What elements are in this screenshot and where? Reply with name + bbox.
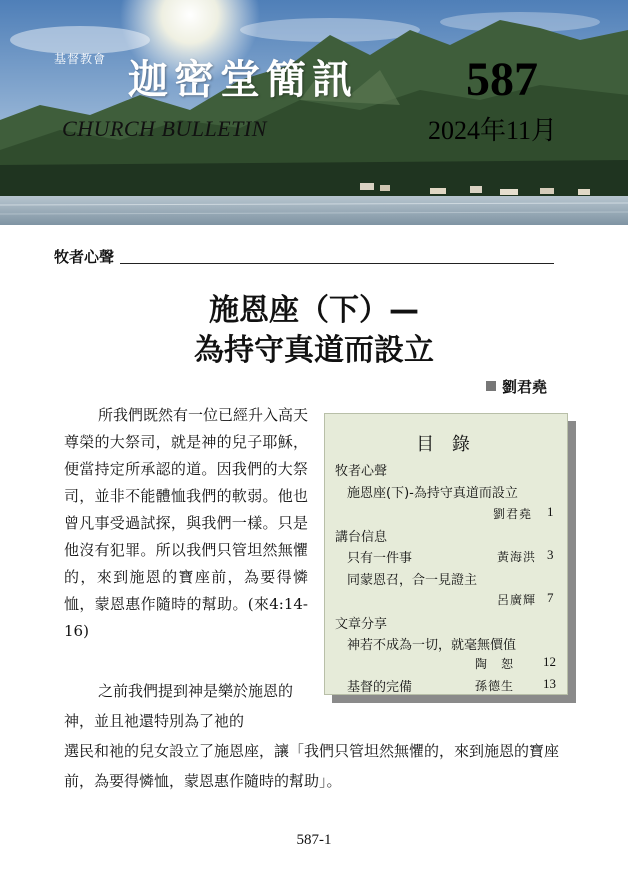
toc-entry-author: 劉君堯 <box>493 507 533 521</box>
bulletin-english-title: CHURCH BULLETIN <box>62 116 267 141</box>
toc-entry-page: 1 <box>547 504 554 519</box>
toc-entry-page: 12 <box>543 654 556 669</box>
toc-entry-page: 3 <box>547 547 554 562</box>
article-title-line-2: 為持守真道而設立 <box>194 333 434 368</box>
toc-entry-title[interactable]: 基督的完備 <box>347 680 413 695</box>
toc-entry-author: 黃海洪 <box>497 550 537 564</box>
toc-category: 文章分享 <box>335 617 388 632</box>
body-paragraph <box>64 676 312 736</box>
body-paragraph-text: 之前我們提到神是樂於施恩的神，並且祂還特別為了祂的 <box>64 682 294 730</box>
church-caption: 基督教會 <box>54 52 107 66</box>
bulletin-title: 迦密堂簡訊 <box>128 56 358 103</box>
scripture-text: 所我們既然有一位已經升入高天尊榮的大祭司，就是神的兒子耶穌，便當持定所承認的道。因我們的大祭司，並非不能體恤我們的軟弱。他也曾凡事受過試探，與我們一樣。只是他沒有犯罪。所以我們只管坦然無懼的，來到施恩的寶座前，為要得憐恤，蒙恩惠作隨時的幫助。(來4:14-16) <box>64 406 309 640</box>
table-of-contents <box>324 413 568 695</box>
toc-entry-author: 孫德生 <box>475 679 515 693</box>
toc-entry-title[interactable]: 只有一件事 <box>347 551 413 566</box>
scripture-quote <box>64 402 308 645</box>
author-name: 劉君堯 <box>502 378 548 396</box>
toc-entry-title[interactable]: 施恩座(下)-為持守真道而設立 <box>347 486 518 501</box>
body-paragraph-continued: 選民和祂的兒女設立了施恩座，讓「我們只管坦然無懼的，來到施恩的寶座前，為要得憐恤，蒙恩惠作隨時的幫助」。 <box>64 742 560 790</box>
toc-entry-author: 呂廣輝 <box>497 593 537 607</box>
masthead-banner <box>0 0 628 225</box>
toc-entry-title[interactable]: 同蒙恩召，合一見證主 <box>347 573 478 588</box>
article-title-line-1: 施恩座（下）— <box>209 293 419 328</box>
toc-category: 講台信息 <box>335 530 388 545</box>
square-bullet-icon <box>486 381 496 391</box>
toc-entry-title[interactable]: 神若不成為一切，就毫無價值 <box>347 638 517 653</box>
section-label: 牧者心聲 <box>54 248 115 266</box>
page-number: 587-1 <box>296 832 332 848</box>
issue-number: 587 <box>466 53 538 106</box>
issue-date: 2024年11月 <box>428 116 558 145</box>
article-author <box>486 376 547 397</box>
section-divider <box>120 263 554 264</box>
toc-entry-page: 7 <box>547 590 554 605</box>
toc-heading: 目 錄 <box>416 434 476 455</box>
toc-entry-page: 13 <box>543 676 556 691</box>
toc-category: 牧者心聲 <box>335 464 388 479</box>
toc-entry-author: 陶 恕 <box>475 657 515 671</box>
